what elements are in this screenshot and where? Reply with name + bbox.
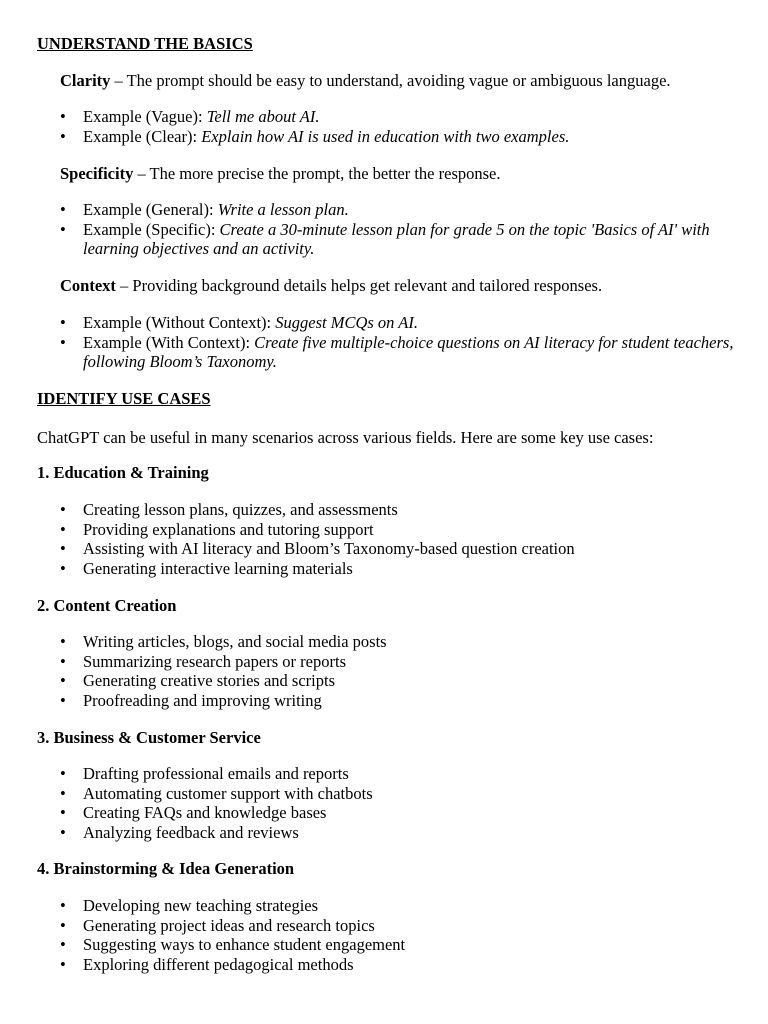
list-item [37,127,737,147]
bullet-icon: • [60,332,66,352]
bullet-icon: • [60,803,66,822]
specificity-term: Specificity [60,164,134,183]
context-term: Context [60,276,116,295]
group-title-content: 2. Content Creation [37,596,177,615]
example-text: Explain how AI is used in education with two examples. [201,126,570,146]
specificity-desc: – The more precise the prompt, the better the response. [133,164,501,183]
clarity-examples [37,107,737,146]
list-item [37,691,737,711]
list-item-text: Exploring different pedagogical methods [83,954,354,974]
list-item-text: Generating interactive learning materials [83,558,353,578]
group-list-business [37,764,737,842]
example-text: Create five multiple-choice questions on AI literacy for student teachers, following Bloom’s Taxonomy. [83,332,734,371]
list-item [37,220,737,259]
group-list-brainstorming [37,896,737,974]
list-item [37,200,737,220]
list-item [37,107,737,127]
list-item-text: Generating creative stories and scripts [83,671,335,690]
list-item [37,764,737,784]
list-item [37,632,737,652]
bullet-icon: • [60,107,66,126]
bullet-icon: • [60,690,66,710]
list-item-text: Drafting professional emails and reports [83,764,349,783]
group-title-education: 1. Education & Training [37,463,209,482]
list-item-text: Automating customer support with chatbots [83,783,373,803]
clarity-desc: – The prompt should be easy to understand, avoiding vague or ambiguous language. [110,71,671,90]
bullet-icon: • [60,822,66,842]
group-list-education [37,500,737,578]
list-item [37,916,737,936]
bullet-icon: • [60,200,66,219]
example-prefix: Example (With Context): [83,332,255,352]
use-cases-intro: ChatGPT can be useful in many scenarios across various fields. Here are some key use cases: [37,428,654,447]
section-heading-basics: UNDERSTAND THE BASICS [37,34,253,53]
example-prefix: Example (General): [83,200,218,219]
list-item [37,500,737,520]
list-item [37,935,737,955]
list-item-text: Providing explanations and tutoring support [83,519,374,539]
bullet-icon: • [60,954,66,974]
example-text: Write a lesson plan. [217,200,349,219]
list-item-text: Generating project ideas and research topics [83,915,375,935]
list-item [37,896,737,916]
bullet-icon: • [60,539,66,558]
example-prefix: Example (Clear): [83,126,202,146]
group-title-brainstorming: 4. Brainstorming & Idea Generation [37,859,295,878]
example-prefix: Example (Without Context): [83,313,276,332]
bullet-icon: • [60,500,66,519]
example-text: Tell me about AI. [206,107,320,126]
list-item-text: Writing articles, blogs, and social media posts [83,632,387,651]
clarity-paragraph [60,71,671,91]
context-examples [37,313,737,372]
clarity-term: Clarity [60,71,111,90]
bullet-icon: • [60,896,66,915]
context-desc: – Providing background details helps get relevant and tailored responses. [115,276,603,295]
list-item [37,955,737,975]
list-item [37,559,737,579]
bullet-icon: • [60,219,66,239]
example-text: Create a 30-minute lesson plan for grade 5 on the topic 'Basics of AI' with learning objectives and an activity. [83,219,710,258]
list-item [37,539,737,559]
specificity-paragraph [60,164,501,184]
list-item [37,313,737,333]
bullet-icon: • [60,935,66,954]
section-heading-use-cases: IDENTIFY USE CASES [37,389,211,408]
example-prefix: Example (Specific): [83,219,220,239]
list-item-text: Assisting with AI literacy and Bloom’s Taxonomy-based question creation [83,539,575,558]
bullet-icon: • [60,651,66,671]
bullet-icon: • [60,558,66,578]
example-text: Suggest MCQs on AI. [275,313,418,332]
bullet-icon: • [60,764,66,783]
bullet-icon: • [60,519,66,539]
group-title-business: 3. Business & Customer Service [37,728,261,747]
list-item [37,520,737,540]
bullet-icon: • [60,915,66,935]
bullet-icon: • [60,313,66,332]
list-item-text: Proofreading and improving writing [83,690,322,710]
list-item [37,652,737,672]
list-item [37,823,737,843]
bullet-icon: • [60,126,66,146]
bullet-icon: • [60,671,66,690]
bullet-icon: • [60,783,66,803]
list-item-text: Analyzing feedback and reviews [83,822,299,842]
list-item [37,333,737,372]
list-item [37,784,737,804]
list-item-text: Suggesting ways to enhance student engagement [83,935,406,954]
example-prefix: Example (Vague): [83,107,207,126]
list-item-text: Summarizing research papers or reports [83,651,346,671]
list-item-text: Creating FAQs and knowledge bases [83,803,327,822]
context-paragraph [60,276,602,296]
list-item-text: Developing new teaching strategies [83,896,319,915]
specificity-examples [37,200,737,259]
list-item [37,803,737,823]
group-list-content [37,632,737,710]
list-item [37,671,737,691]
list-item-text: Creating lesson plans, quizzes, and assessments [83,500,398,519]
bullet-icon: • [60,632,66,651]
